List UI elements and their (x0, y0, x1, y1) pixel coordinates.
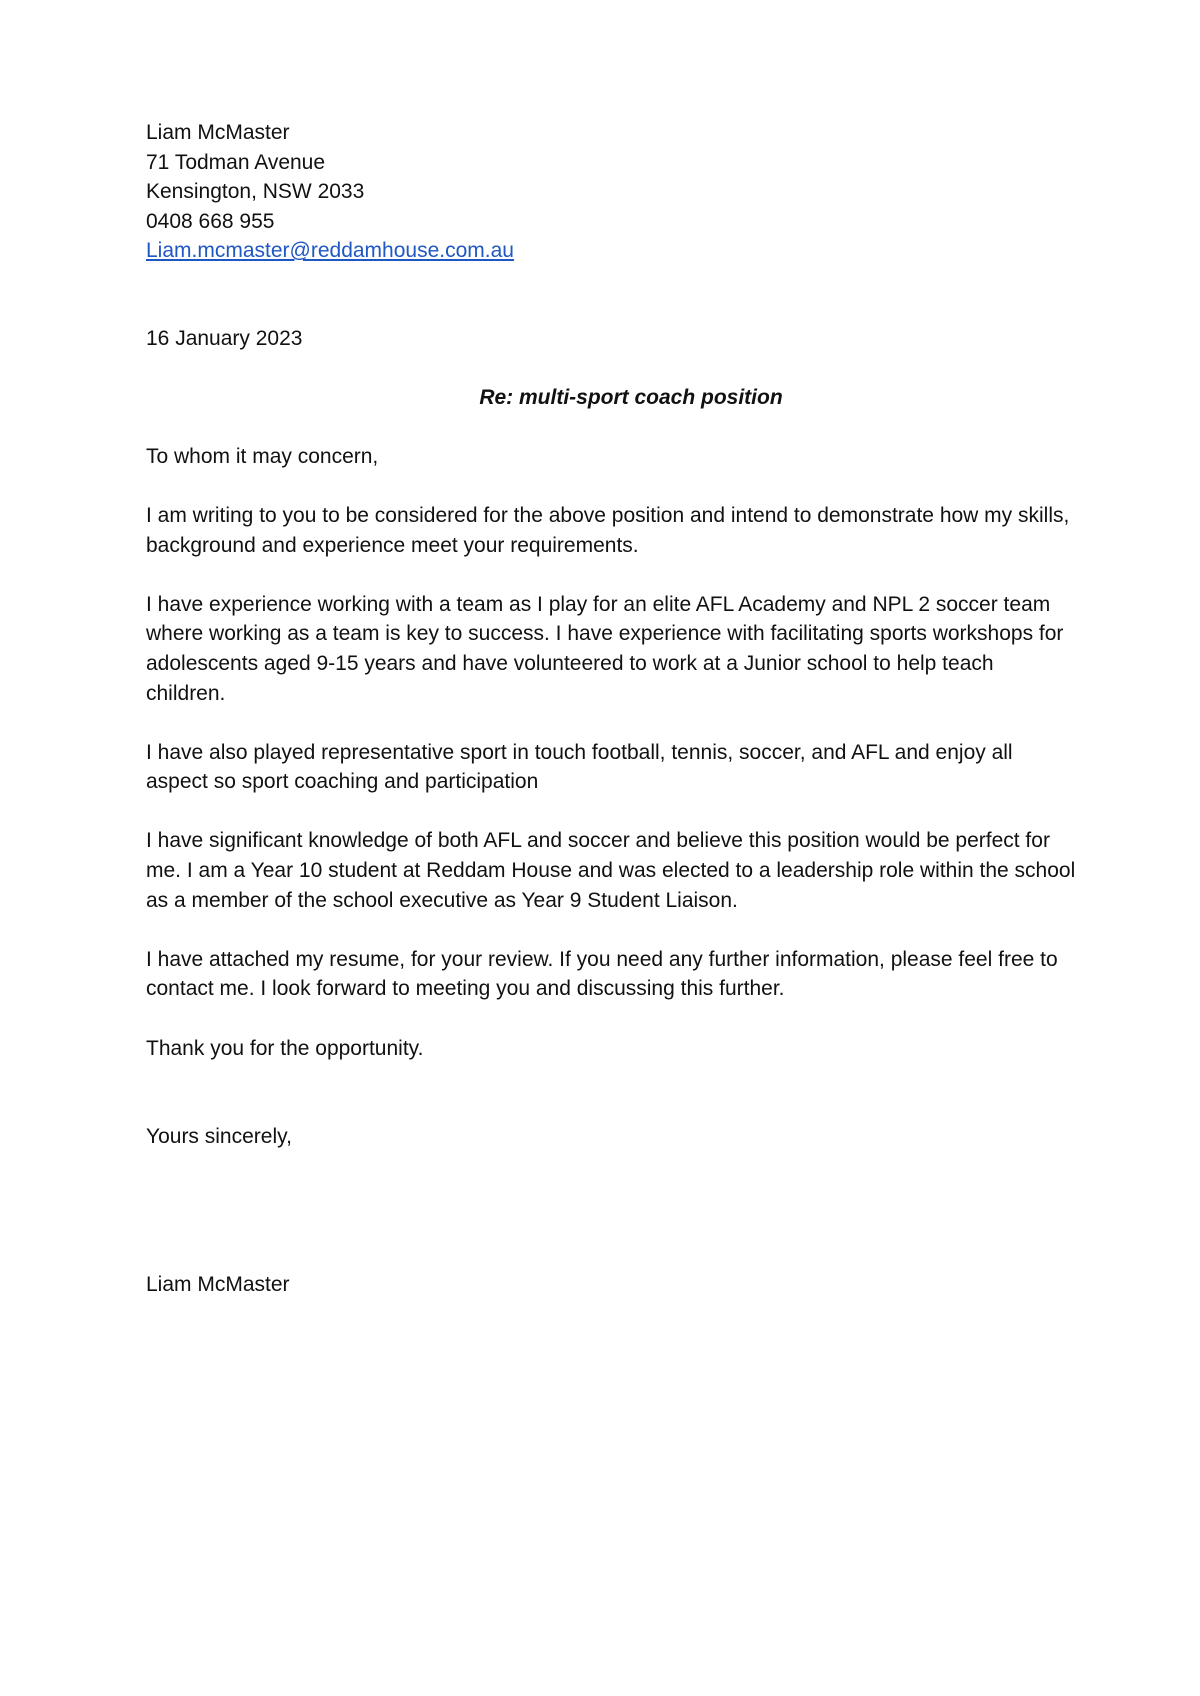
body-paragraph-1: I am writing to you to be considered for the above position and intend to demonstrate how my skills, background and experience meet your requirements. (146, 503, 1070, 557)
closing: Yours sincerely, (146, 1125, 292, 1149)
cover-letter (146, 118, 1076, 1299)
sender-email-link[interactable]: Liam.mcmaster@reddamhouse.com.au (146, 239, 514, 263)
letter-date: 16 January 2023 (146, 326, 303, 350)
letter-subject: Re: multi-sport coach position (479, 385, 783, 409)
sender-address-block (146, 118, 1076, 266)
body-paragraph-6: Thank you for the opportunity. (146, 1036, 424, 1060)
body-paragraph-4: I have significant knowledge of both AFL and soccer and believe this position would be perfect for me. I am a Year 10 student at Reddam House and was elected to a leadership role within the school as a member of the school executive as Year 9 Student Liaison. (146, 829, 1076, 912)
body-paragraph-5: I have attached my resume, for your review. If you need any further information, please feel free to contact me. I look forward to meeting you and discussing this further. (146, 947, 1058, 1001)
body-paragraph-3: I have also played representative sport in touch football, tennis, soccer, and AFL and enjoy all aspect so sport coaching and participation (146, 740, 1013, 794)
sender-city: Kensington, NSW 2033 (146, 180, 365, 204)
body-paragraph-2: I have experience working with a team as I play for an elite AFL Academy and NPL 2 soccer team where working as a team is key to success. I have experience with facilitating sports workshops for adolescents aged 9-15 years and have volunteered to work at a Junior school to help teach children. (146, 592, 1064, 705)
signature-name: Liam McMaster (146, 1272, 290, 1296)
sender-name: Liam McMaster (146, 121, 290, 144)
sender-phone: 0408 668 955 (146, 209, 275, 233)
salutation: To whom it may concern, (146, 444, 379, 468)
sender-street: 71 Todman Avenue (146, 150, 326, 174)
